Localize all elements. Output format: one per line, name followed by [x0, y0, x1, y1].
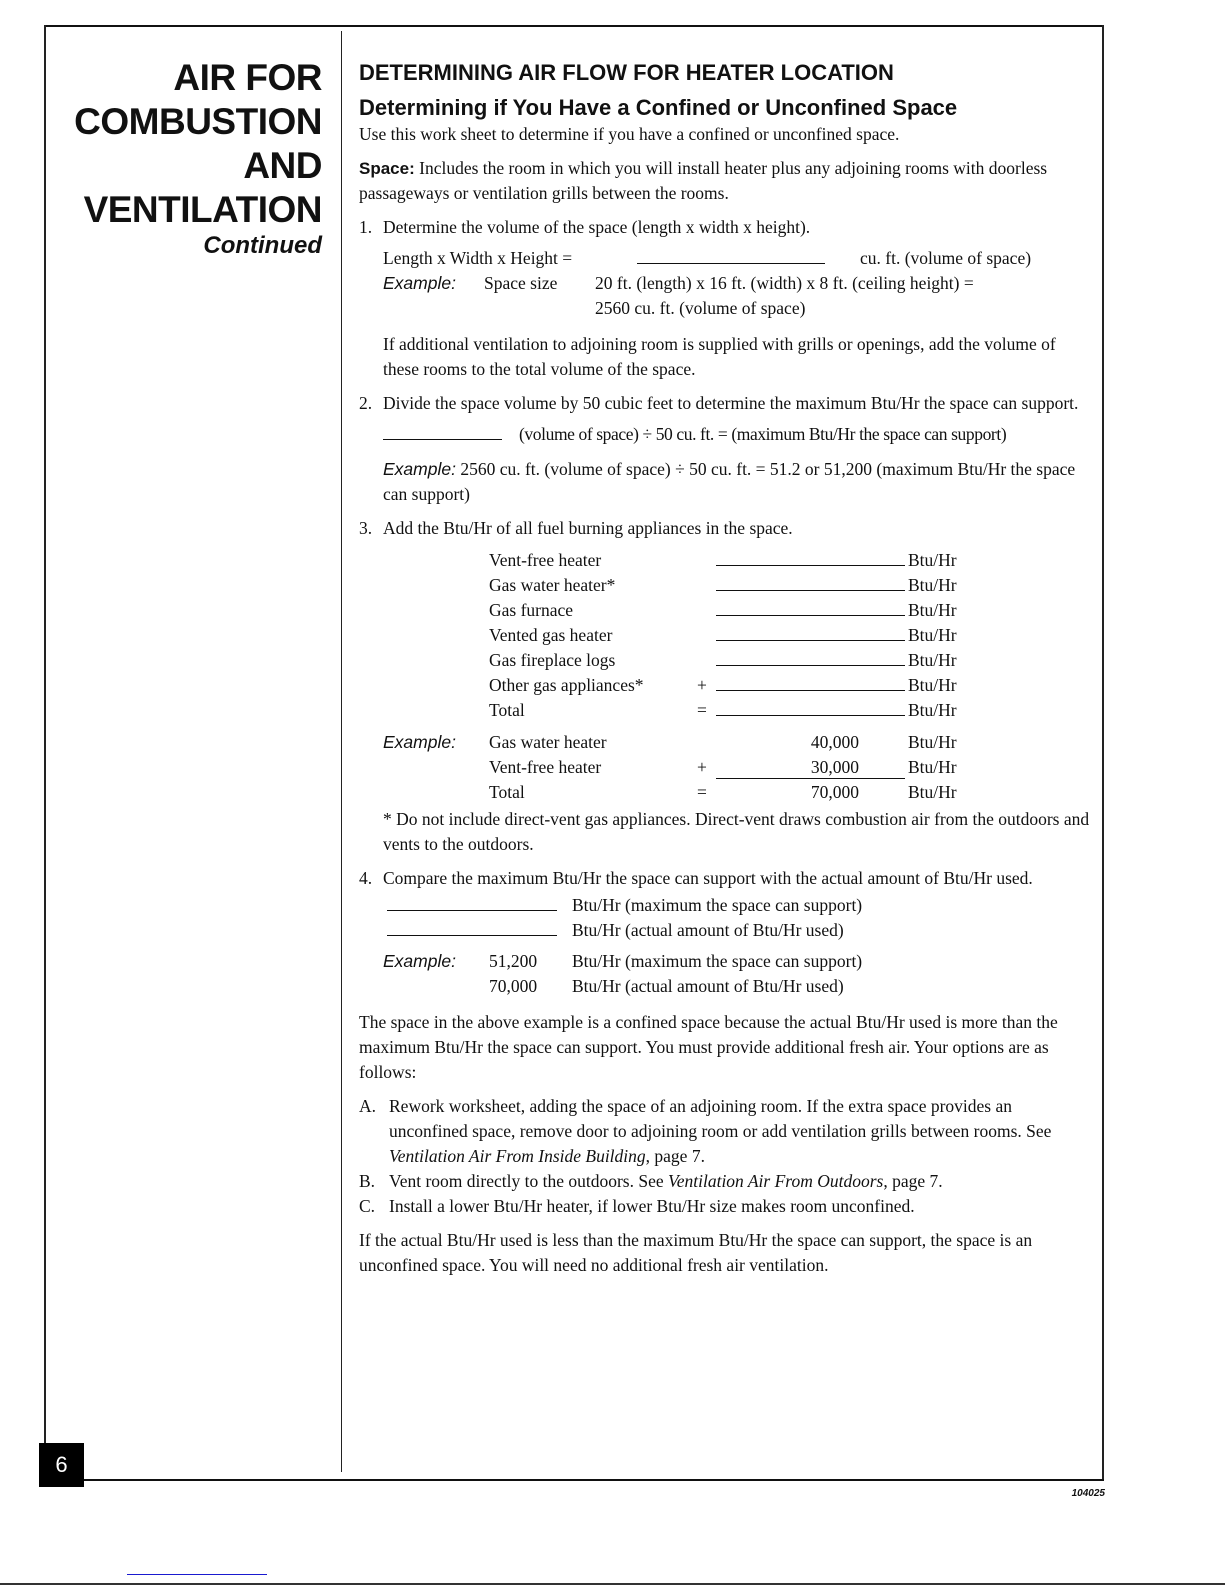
btu-input-line[interactable]	[716, 674, 905, 691]
page-heading: DETERMINING AIR FLOW FOR HEATER LOCATION	[359, 60, 894, 85]
scan-artifact-line	[127, 1574, 267, 1575]
step-text: Add the Btu/Hr of all fuel burning appliances in the space.	[383, 518, 793, 538]
btu-input-line[interactable]	[716, 599, 905, 616]
compare-example-row: 70,000 Btu/Hr (actual amount of Btu/Hr used)	[489, 976, 844, 996]
formula-text: (volume of space) ÷ 50 cu. ft. = (maximum Btu/Hr the space can support)	[519, 424, 1007, 444]
compare-worksheet	[383, 893, 1094, 1001]
option-c: C. Install a lower Btu/Hr heater, if lower Btu/Hr size makes room unconfined.	[359, 1196, 915, 1216]
space-definition	[359, 156, 1094, 206]
btu-formula	[383, 424, 1094, 449]
cross-reference: Ventilation Air From Outdoors	[667, 1171, 884, 1191]
main-content	[359, 56, 1094, 1278]
intro-text: Use this work sheet to determine if you have a confined or unconfined space.	[359, 124, 900, 144]
volume-example-result	[383, 298, 1094, 323]
section-title-line: AIR FOR	[173, 57, 322, 98]
example-label: Example:	[383, 732, 456, 752]
frame-bottom-border	[84, 1479, 1104, 1481]
example-prefix: Space size	[484, 273, 558, 293]
step-text: Divide the space volume by 50 cubic feet to determine the maximum Btu/Hr the space can support.	[383, 393, 1079, 413]
example-label: Example:	[383, 273, 456, 293]
section-subtitle: Continued	[203, 232, 322, 259]
example-label: Example:	[383, 459, 456, 479]
step-1	[359, 215, 1094, 382]
compare-example-row: Example: 51,200 Btu/Hr (maximum the space can support)	[383, 951, 863, 971]
page-number-badge: 6	[39, 1443, 84, 1487]
option-a: A. Rework worksheet, adding the space of an adjoining room. If the extra space provides an unconfined space, remove door to adjoining room or add ventilation grills between rooms. See Ventilation Air From Inside Building, page 7.	[359, 1096, 1052, 1166]
max-btu-input-line[interactable]	[387, 893, 557, 911]
step-number: 2.	[359, 393, 373, 413]
example-text: 2560 cu. ft. (volume of space) ÷ 50 cu. ft. = 51.2 or 51,200 (maximum Btu/Hr the space can support)	[383, 459, 1076, 504]
step-note: If additional ventilation to adjoining room is supplied with grills or openings, add the volume of these rooms to the total volume of the space.	[383, 334, 1056, 379]
step-3	[359, 516, 1094, 857]
footnote: * Do not include direct-vent gas appliances. Direct-vent draws combustion air from the outdoors and vents to the outdoors.	[383, 809, 1090, 854]
appliance-total-row: Total = Btu/Hr	[489, 700, 957, 720]
example-label: Example:	[383, 951, 456, 971]
example-row: Vent-free heater + 30,000 Btu/Hr	[489, 757, 957, 777]
appliance-row: Vent-free heater Btu/Hr	[489, 550, 957, 570]
closing-text: If the actual Btu/Hr used is less than the maximum Btu/Hr the space can support, the space is an unconfined space. You will need no additional fresh air ventilation.	[359, 1230, 1033, 1275]
step-number: 3.	[359, 518, 373, 538]
step-text: Compare the maximum Btu/Hr the space can support with the actual amount of Btu/Hr used.	[383, 868, 1033, 888]
frame-right-border	[1102, 25, 1104, 1481]
appliance-row: Vented gas heater Btu/Hr	[489, 625, 957, 645]
compare-row: Btu/Hr (actual amount of Btu/Hr used)	[383, 918, 1094, 943]
space-text: Includes the room in which you will install heater plus any adjoining rooms with doorless passageways or ventilation grills between the rooms.	[359, 158, 1048, 203]
option-b: B. Vent room directly to the outdoors. See Ventilation Air From Outdoors, page 7.	[359, 1171, 943, 1191]
appliance-row: Gas fireplace logs Btu/Hr	[489, 650, 957, 670]
section-title	[60, 56, 322, 232]
formula-unit: cu. ft. (volume of space)	[860, 248, 1032, 268]
appliance-row: Other gas appliances* + Btu/Hr	[489, 675, 957, 695]
section-title-line: AND	[243, 145, 322, 186]
step-number: 1.	[359, 217, 373, 237]
step-2	[359, 391, 1094, 507]
volume-example	[383, 273, 1094, 298]
step-number: 4.	[359, 868, 373, 888]
btu-input-line[interactable]	[716, 624, 905, 641]
appliance-worksheet	[383, 549, 1094, 807]
document-code: 104025	[1071, 1488, 1105, 1499]
subheading: Determining if You Have a Confined or Unconfined Space	[359, 95, 958, 120]
section-title-line: VENTILATION	[83, 189, 322, 230]
section-title-line: COMBUSTION	[74, 101, 322, 142]
btu-input-line[interactable]	[716, 574, 905, 591]
btu-total-line[interactable]	[716, 699, 905, 716]
cross-reference: Ventilation Air From Inside Building	[389, 1146, 646, 1166]
example-calc: 20 ft. (length) x 16 ft. (width) x 8 ft. (ceiling height) =	[595, 273, 974, 293]
conclusion-text: The space in the above example is a confined space because the actual Btu/Hr used is more than the maximum Btu/Hr the space can support. You must provide additional fresh air. Your options are as follows:	[359, 1012, 1058, 1082]
volume-input-line[interactable]	[637, 249, 825, 264]
actual-btu-input-line[interactable]	[387, 918, 557, 936]
compare-row: Btu/Hr (maximum the space can support)	[383, 893, 1094, 918]
space-label: Space:	[359, 159, 415, 178]
column-divider	[341, 31, 342, 1472]
step-example	[383, 457, 1094, 507]
formula-label: Length x Width x Height =	[383, 248, 573, 268]
example-total-row: Total = 70,000 Btu/Hr	[489, 782, 957, 802]
btu-input-line[interactable]	[383, 425, 502, 440]
appliance-row: Gas water heater* Btu/Hr	[489, 575, 957, 595]
step-4	[359, 866, 1094, 1001]
step-text: Determine the volume of the space (length x width x height).	[383, 217, 811, 237]
btu-input-line[interactable]	[716, 549, 905, 566]
example-row: Example: Gas water heater 40,000 Btu/Hr	[383, 732, 957, 752]
frame-left-border	[44, 25, 46, 1445]
volume-formula	[383, 248, 1094, 273]
btu-input-line[interactable]	[716, 649, 905, 666]
frame-top-border	[45, 25, 1104, 27]
appliance-row: Gas furnace Btu/Hr	[489, 600, 957, 620]
example-result: 2560 cu. ft. (volume of space)	[595, 298, 806, 318]
